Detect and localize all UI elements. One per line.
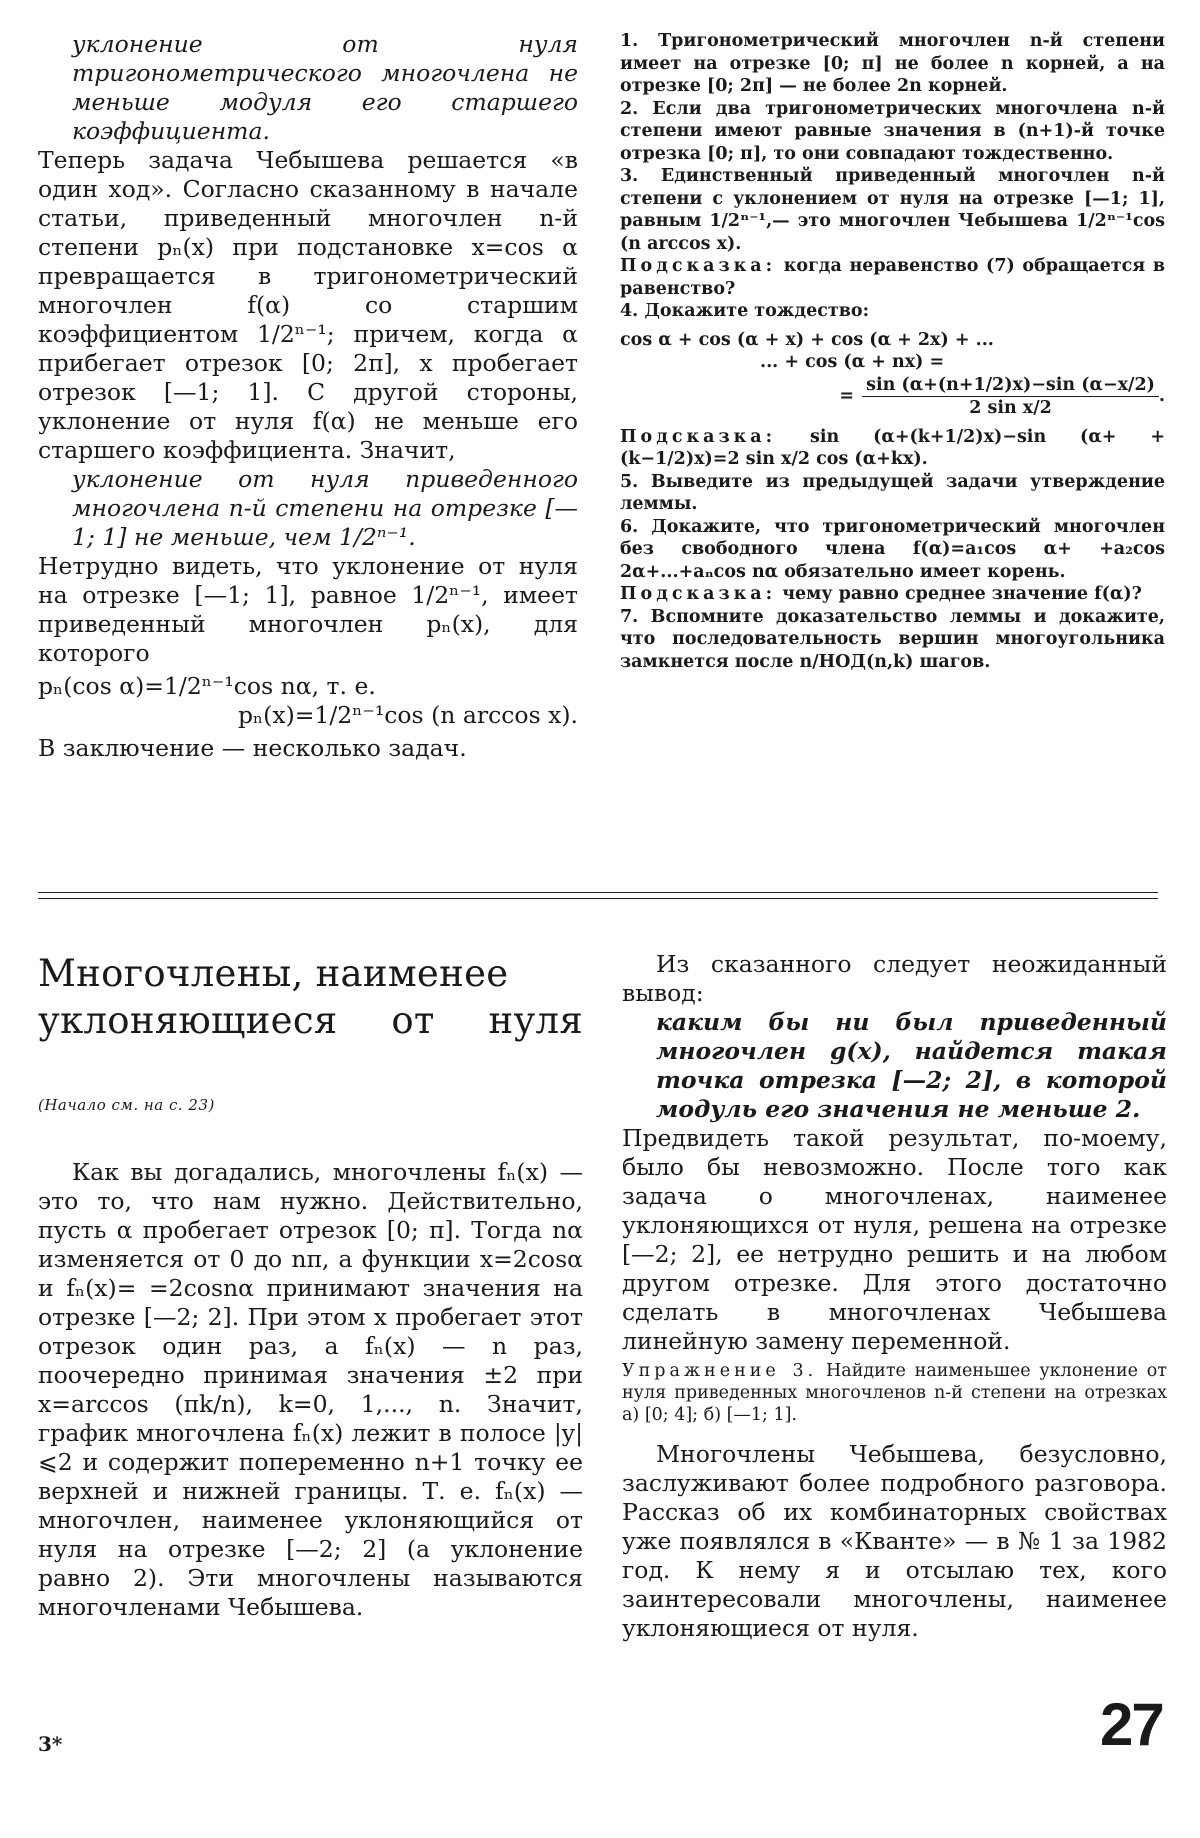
exercise-label: Упражнение 3.	[622, 1361, 818, 1381]
theorem-statement: уклонение от нуля приведенного многочлена n-й степени на отрезке [—1; 1] не меньше, чем 1/2ⁿ⁻¹.	[72, 465, 578, 551]
problem-3: 3. Единственный приведенный многочлен n-й степени с уклонением от нуля на отрезке [—1; 1], равным 1/2ⁿ⁻¹,— это многочлен Чебышева 1/2ⁿ⁻¹cos (n arccos x).	[620, 166, 1165, 254]
identity-fraction	[620, 374, 1165, 420]
continuation-note: (Начало см. на с. 23)	[38, 1096, 215, 1114]
paragraph: В заключение — несколько задач.	[38, 734, 467, 762]
fraction	[862, 374, 1159, 420]
page-number: 27	[1100, 1691, 1163, 1758]
hint-label: Подсказка:	[620, 584, 777, 604]
exercise-3	[622, 1360, 1167, 1426]
problem-7: 7. Вспомните доказательство леммы и докажите, что последовательность вершин многоугольника замкнется после n/НОД(n,k) шагов.	[620, 606, 1165, 672]
title-word: нуля	[488, 999, 583, 1042]
period: .	[1158, 386, 1165, 407]
identity-line-1: cos α + cos (α + x) + cos (α + 2x) + ...	[620, 329, 994, 350]
paragraph: Теперь задача Чебышева решается «в один ход». Согласно сказанному в начале статьи, приведенный многочлен n-й степени pₙ(x) при подстановке x=cos α превращается в тригонометрический многочлен f(α) со старшим коэффициентом 1/2ⁿ⁻¹; причем, когда α прибегает отрезок [0; 2π], x пробегает отрезок [—1; 1]. С другой стороны, уклонение от нуля f(α) не меньше его старшего коэффициента. Значит,	[38, 146, 578, 464]
problem-4: 4. Докажите тождество:	[620, 301, 870, 321]
denominator: 2 sin x/2	[969, 398, 1052, 418]
paragraph: Нетрудно видеть, что уклонение от нуля на отрезке [—1; 1], равное 1/2ⁿ⁻¹, имеет приведенный многочлен pₙ(x), для которого	[38, 552, 578, 667]
article-right-column	[622, 950, 1167, 1643]
article-left-column	[38, 950, 583, 1622]
hint-text: sin (α+(k+1/2)x)−sin (α+ +(k−1/2)x)=2 sin x/2 cos (α+kx).	[620, 426, 1165, 469]
hint-text: когда неравенство (7) обращается в равенство?	[620, 256, 1166, 299]
problem-2: 2. Если два тригонометрических многочлена n-й степени имеют равные значения в (n+1)-й точке отрезка [0; π], то они совпадают тождественно.	[620, 98, 1165, 164]
title-line-2	[38, 997, 583, 1044]
problem-5: 5. Выведите из предыдущей задачи утверждение леммы.	[620, 471, 1165, 514]
article-title	[38, 950, 583, 1044]
lemma-statement: уклонение от нуля тригонометрического многочлена не меньше модуля его старшего коэффициента.	[72, 30, 578, 145]
title-line-1: Многочлены, наименее	[38, 952, 509, 995]
numerator: sin (α+(n+1/2)x)−sin (α−x/2)	[862, 374, 1159, 398]
formula: pₙ(x)=1/2ⁿ⁻¹cos (n arccos x).	[237, 701, 578, 729]
paragraph: Из сказанного следует неожиданный вывод:	[622, 950, 1167, 1007]
top-left-column	[38, 30, 578, 763]
hint-3	[620, 255, 1165, 300]
hint-text: чему равно среднее значение f(α)?	[782, 584, 1142, 604]
title-word: от	[391, 999, 435, 1042]
identity-line-2: ... + cos (α + nx) =	[760, 352, 945, 372]
problems-column	[620, 30, 1165, 673]
paragraph: Как вы догадались, многочлены fₙ(x) — это то, что нам нужно. Действительно, пусть α пробегает отрезок [0; π]. Тогда nα изменяется от 0 до nπ, а функции x=2cosα и fₙ(x)= =2cosnα принимают значения на отрезке [—2; 2]. При этом x пробегает этот отрезок один раз, а fₙ(x) — n раз, поочередно принимая значения ±2 при x=arccos (πk/n), k=0, 1,..., n. Значит, график многочлена fₙ(x) лежит в полосе |y|⩽2 и содержит попеременно n+1 точку ее верхней и нижней границы. Т. е. fₙ(x) — многочлен, наименее уклоняющийся от нуля на отрезке [—2; 2] (а уклонение равно 2). Эти многочлены называются многочленами Чебышева.	[38, 1158, 583, 1621]
section-divider	[38, 898, 1158, 899]
signature-mark: 3*	[38, 1732, 63, 1756]
exercise-text: Найдите наименьшее уклонение от нуля приведенных многочленов n-й степени на отрезках а) [0; 4]; б) [—1; 1].	[622, 1361, 1167, 1425]
formula: pₙ(cos α)=1/2ⁿ⁻¹cos nα, т. е.	[38, 672, 376, 700]
hint-6	[620, 583, 1165, 606]
hint-label: Подсказка:	[620, 256, 777, 276]
paragraph: Предвидеть такой результат, по-моему, было бы невозможно. После того как задача о многочленах, наименее уклоняющихся от нуля, решена на отрезке [—2; 2], ее нетрудно решить и на любом другом отрезке. Для этого достаточно сделать в многочленах Чебышева линейную замену переменной.	[622, 1124, 1167, 1355]
paragraph: Многочлены Чебышева, безусловно, заслуживают более подробного разговора. Рассказ об их комбинаторных свойствах уже появлялся в «Кванте» — в № 1 за 1982 год. К нему я и отсылаю тех, кого заинтересовали многочлены, наименее уклоняющиеся от нуля.	[622, 1440, 1167, 1642]
problem-6: 6. Докажите, что тригонометрический многочлен без свободного члена f(α)=a₁cos α+ +a₂cos 2α+...+aₙcos nα обязательно имеет корень.	[620, 516, 1165, 582]
equals-sign: =	[839, 386, 855, 407]
hint-label: Подсказка:	[620, 426, 777, 447]
title-word: уклоняющиеся	[38, 999, 338, 1042]
problem-1: 1. Тригонометрический многочлен n-й степени имеет на отрезке [0; π] не более n корней, а на отрезке [0; 2π] — не более 2n корней.	[620, 31, 1165, 96]
hint-4	[620, 426, 1165, 471]
conclusion-statement: каким бы ни был приведенный многочлен g(x), найдется такая точка отрезка [—2; 2], в которой модуль его значения не меньше 2.	[656, 1008, 1167, 1123]
section-divider	[38, 892, 1158, 893]
